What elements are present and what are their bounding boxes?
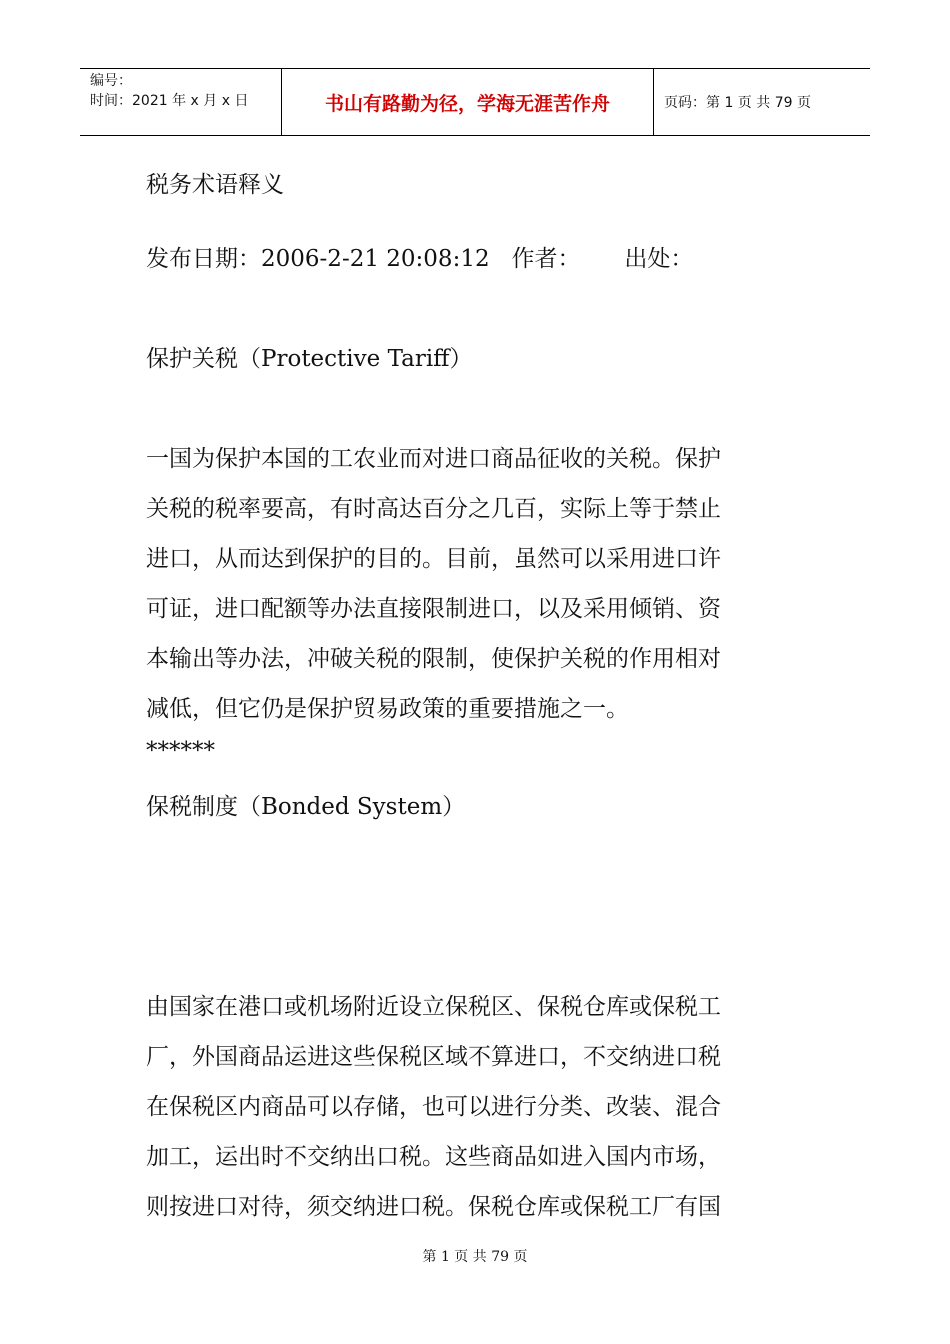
paragraph-line: 减低，但它仍是保护贸易政策的重要措施之一。 bbox=[146, 696, 629, 722]
paragraph-line: 本输出等办法，冲破关税的限制，使保护关税的作用相对 bbox=[146, 646, 721, 672]
paragraph-line: 一国为保护本国的工农业而对进口商品征收的关税。保护 bbox=[146, 446, 721, 472]
paragraph-line: 加工，运出时不交纳出口税。这些商品如进入国内市场， bbox=[146, 1144, 721, 1170]
paragraph-line: 进口，从而达到保护的目的。目前，虽然可以采用进口许 bbox=[146, 546, 721, 572]
header-page-info: 页码：第 1 页 共 79 页 bbox=[664, 95, 811, 111]
header-info bbox=[80, 69, 282, 135]
page-header bbox=[80, 68, 870, 136]
serial-label: 编号： bbox=[90, 73, 132, 89]
page-footer: 第 1 页 共 79 页 bbox=[422, 1249, 528, 1265]
separator: ****** bbox=[146, 738, 215, 764]
paragraph-line: 厂，外国商品运进这些保税区域不算进口，不交纳进口税 bbox=[146, 1044, 721, 1070]
paragraph-line: 关税的税率要高，有时高达百分之几百，实际上等于禁止 bbox=[146, 496, 721, 522]
header-motto: 书山有路勤为径，学海无涯苦作舟 bbox=[282, 69, 654, 135]
paragraph-line: 则按进口对待，须交纳进口税。保税仓库或保税工厂有国 bbox=[146, 1194, 721, 1220]
section1-heading: 保护关税（Protective Tariff） bbox=[146, 346, 473, 372]
section2-paragraph bbox=[146, 982, 721, 1232]
paragraph-line: 可证，进口配额等办法直接限制进口，以及采用倾销、资 bbox=[146, 596, 721, 622]
paragraph-line: 由国家在港口或机场附近设立保税区、保税仓库或保税工 bbox=[146, 994, 721, 1020]
section2-heading: 保税制度（Bonded System） bbox=[146, 794, 466, 820]
doc-meta: 发布日期：2006-2-21 20:08:12 作者： 出处： bbox=[146, 246, 694, 272]
doc-title: 税务术语释义 bbox=[146, 172, 284, 198]
time-label: 时间：2021 年 x 月 x 日 bbox=[90, 93, 249, 109]
paragraph-line: 在保税区内商品可以存储，也可以进行分类、改装、混合 bbox=[146, 1094, 721, 1120]
section1-paragraph bbox=[146, 434, 721, 734]
